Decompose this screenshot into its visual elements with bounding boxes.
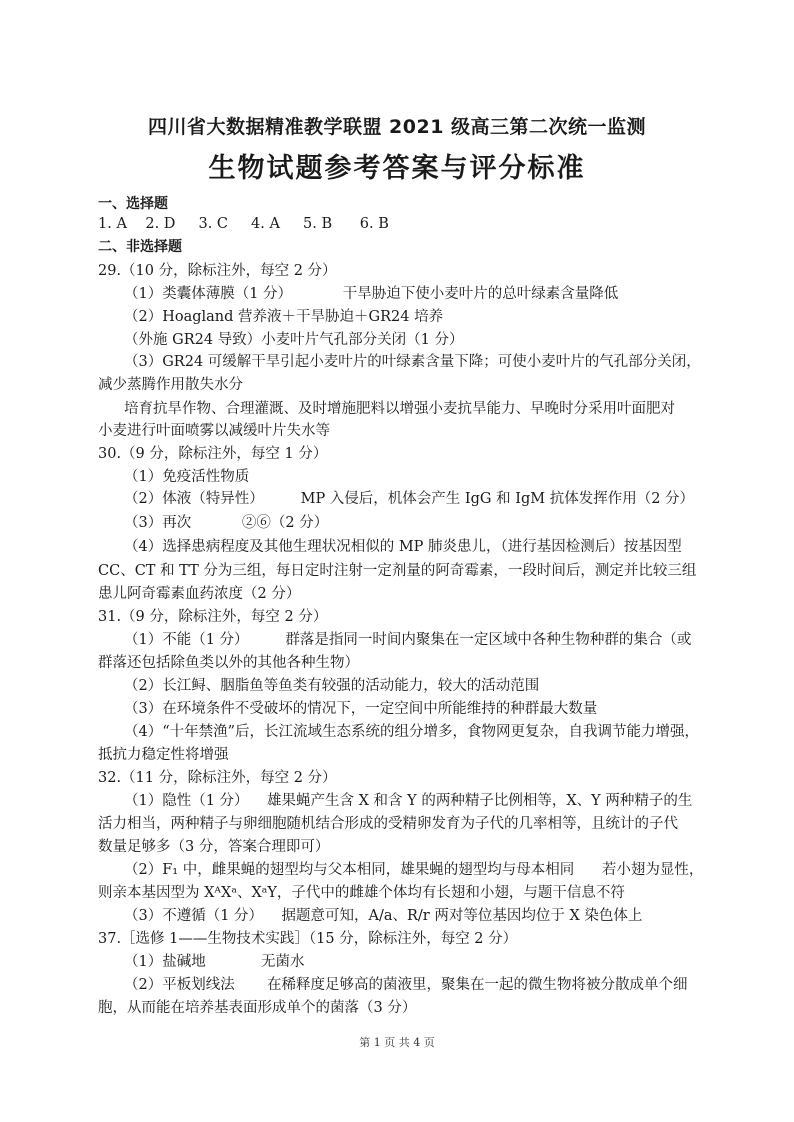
q32-line: （2）F₁ 中，雌果蝇的翅型均与父本相同，雄果蝇的翅型均与母本相同 若小翅为显性， — [124, 862, 704, 878]
q29-line: （1）类囊体薄膜（1 分） 干旱胁迫下使小麦叶片的总叶绿素含量降低 — [124, 286, 619, 302]
q32-line: 则亲本基因型为 XᴬXᵃ、XᵃY，子代中的雌雄个体均有长翅和小翅，与题干信息不符 — [98, 885, 625, 901]
section-heading-choice: 一、选择题 — [98, 196, 168, 212]
q37-line: 胞，从而能在培养基表面形成单个的菌落（3 分） — [98, 1000, 417, 1016]
document-title-line2: 生物试题参考答案与评分标准 — [208, 153, 586, 184]
q30-line: （3）再次 ②⑥（2 分） — [124, 515, 329, 531]
q31-line: 抵抗力稳定性将增强 — [98, 747, 229, 763]
page-footer: 第 1 页 共 4 页 — [359, 1036, 435, 1049]
q29-heading: 29.（10 分，除标注外，每空 2 分） — [98, 263, 337, 279]
q31-line: 群落还包括除鱼类以外的其他各种生物） — [98, 655, 359, 671]
q29-line: （3）GR24 可缓解干旱引起小麦叶片的叶绿素含量下降；可使小麦叶片的气孔部分关闭， — [124, 354, 701, 370]
q32-line: 活力相当，两种精子与卵细胞随机结合形成的受精卵发育为子代的几率相等，且统计的子代 — [98, 816, 678, 832]
q32-line: （1）隐性（1 分） 雄果蝇产生含 X 和含 Y 的两种精子比例相等，X、Y 两种精子的生 — [124, 793, 693, 809]
q32-heading: 32.（11 分，除标注外，每空 2 分） — [98, 770, 337, 786]
q29-line: 减少蒸腾作用散失水分 — [98, 377, 243, 393]
q37-line: （2）平板划线法 在稀释度足够高的菌液里，聚集在一起的微生物将被分散成单个细 — [124, 977, 688, 993]
q31-heading: 31.（9 分，除标注外，每空 2 分） — [98, 609, 328, 625]
q29-line: （外施 GR24 导致）小麦叶片气孔部分关闭（1 分） — [124, 332, 464, 348]
q30-line: CC、CT 和 TT 分为三组，每日定时注射一定剂量的阿奇霉素，一段时间后，测定并比较三组 — [98, 563, 697, 579]
q30-line: （4）选择患病程度及其他生理状况相似的 MP 肺炎患儿，（进行基因检测后）按基因型 — [124, 539, 682, 555]
q32-line: 数量足够多（3 分，答案合理即可） — [98, 839, 330, 855]
q30-line: （2）体液（特异性） MP 入侵后，机体会产生 IgG 和 IgM 抗体发挥作用（2 分） — [124, 491, 695, 507]
q31-line: （1）不能（1 分） 群落是指同一时间内聚集在一定区域中各种生物种群的集合（或 — [124, 632, 692, 648]
choice-answers: 1. A 2. D 3. C 4. A 5. B 6. B — [98, 216, 389, 232]
q37-heading: 37.［选修 1——生物技术实践］（15 分，除标注外，每空 2 分） — [98, 931, 518, 947]
q29-line: 小麦进行叶面喷雾以减缓叶片失水等 — [98, 423, 330, 439]
q29-line: （2）Hoagland 营养液＋干旱胁迫＋GR24 培养 — [124, 309, 444, 325]
document-title-line1: 四川省大数据精准教学联盟 2021 级高三第二次统一监测 — [147, 116, 647, 138]
q30-line: 患儿阿奇霉素血药浓度（2 分） — [98, 586, 301, 602]
q37-line: （1）盐碱地 无菌水 — [124, 954, 305, 970]
q31-line: （2）长江鲟、胭脂鱼等鱼类有较强的活动能力，较大的活动范围 — [124, 678, 540, 694]
q31-line: （3）在环境条件不受破坏的情况下，一定空间中所能维持的种群最大数量 — [124, 701, 598, 717]
q32-line: （3）不遵循（1 分） 据题意可知，A/a、R/r 两对等位基因均位于 X 染色体上 — [124, 908, 643, 924]
section-heading-nonchoice: 二、非选择题 — [98, 239, 182, 255]
q31-line: （4）“十年禁渔”后，长江流域生态系统的组分增多，食物网更复杂，自我调节能力增强， — [124, 724, 700, 740]
q29-line: 培育抗旱作物、合理灌溉、及时增施肥料以增强小麦抗旱能力、早晚时分采用叶面肥对 — [124, 401, 675, 417]
q30-heading: 30.（9 分，除标注外，每空 1 分） — [98, 446, 328, 462]
q30-line: （1）免疫活性物质 — [124, 469, 250, 485]
